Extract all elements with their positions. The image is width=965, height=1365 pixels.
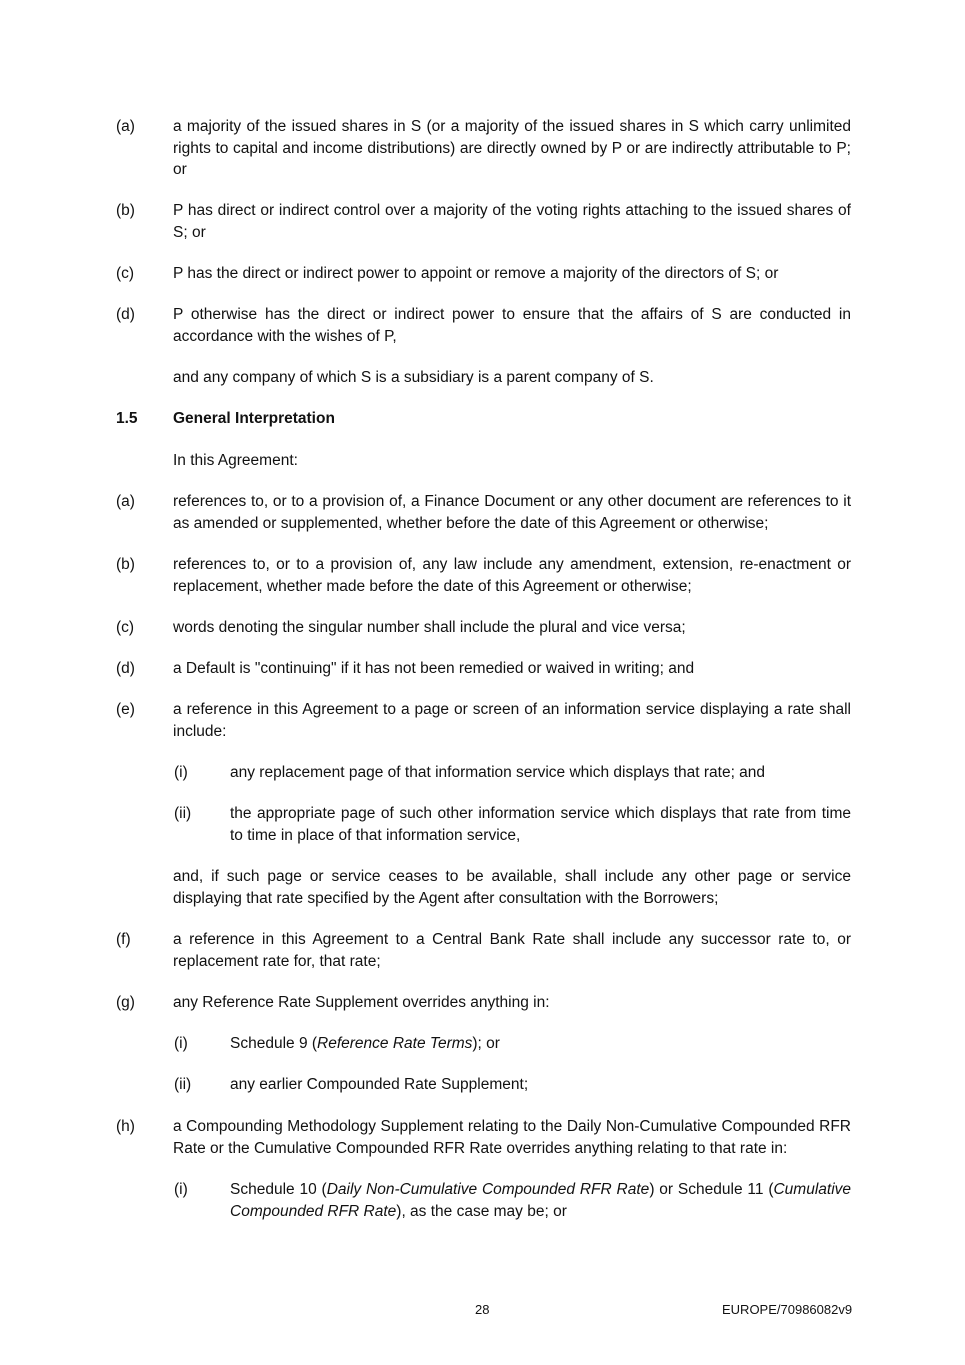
item-text: words denoting the singular number shall include the plural and vice versa; [173, 619, 686, 636]
item-label: (h) [116, 1118, 135, 1135]
item-text: a Default is "continuing" if it has not been remedied or waived in writing; and [173, 660, 695, 677]
italic-reference: Reference Rate Terms [317, 1035, 473, 1052]
document-reference: EUROPE/70986082v9 [722, 1302, 853, 1317]
closing-paragraph: and, if such page or service ceases to be available, shall include any other page or service displaying that rate specified by the Agent after consultation with the Borrowers; [173, 868, 851, 907]
item-label: (c) [116, 619, 135, 636]
subitem-label: (ii) [174, 1076, 192, 1093]
item-text: a Compounding Methodology Supplement relating to the Daily Non-Cumulative Compounded RFR Rate or the Cumulative Compounded RFR Rate overrides anything relating to that rate in: [173, 1118, 851, 1157]
text-run: Schedule 10 ( [230, 1181, 327, 1198]
item-label: (c) [116, 265, 135, 282]
item-label: (d) [116, 306, 135, 323]
subitem-label: (i) [174, 1181, 188, 1198]
text-run: ); or [472, 1035, 500, 1052]
italic-reference: Cumulative Compounded RFR Rate [230, 1181, 852, 1220]
text-run: Schedule 9 ( [230, 1035, 318, 1052]
item-label: (b) [116, 202, 135, 219]
item-text: references to, or to a provision of, a Finance Document or any other document are references to it as amended or supplemented, whether before the date of this Agreement or otherwise; [173, 493, 851, 532]
item-label: (e) [116, 701, 135, 718]
subitem-text [230, 1033, 851, 1055]
item-label: (f) [116, 931, 131, 948]
item-label: (g) [116, 994, 135, 1011]
section-title: General Interpretation [173, 410, 335, 427]
item-label: (a) [116, 493, 135, 510]
item-text: P has the direct or indirect power to appoint or remove a majority of the directors of S; or [173, 265, 779, 282]
subitem-text: any earlier Compounded Rate Supplement; [230, 1076, 529, 1093]
item-text: a reference in this Agreement to a page or screen of an information service displaying a rate shall include: [173, 701, 851, 740]
item-text: a majority of the issued shares in S (or a majority of the issued shares in S which carry unlimited rights to capital and income distributions) are directly owned by P or are indirectly attributable to P; or [173, 118, 851, 178]
subitem-label: (i) [174, 1035, 188, 1052]
page-number: 28 [475, 1302, 490, 1317]
subitem-label: (i) [174, 764, 188, 781]
italic-reference: Daily Non-Cumulative Compounded RFR Rate [326, 1181, 650, 1198]
subitem-label: (ii) [174, 805, 192, 822]
subitem-text: any replacement page of that information service which displays that rate; and [230, 764, 766, 781]
item-text: P has direct or indirect control over a majority of the voting rights attaching to the issued shares of S; or [173, 202, 851, 241]
item-text: a reference in this Agreement to a Central Bank Rate shall include any successor rate to, or replacement rate for, that rate; [173, 931, 851, 970]
text-run: ) or Schedule 11 ( [649, 1181, 774, 1198]
item-text: any Reference Rate Supplement overrides anything in: [173, 994, 550, 1011]
closing-paragraph: and any company of which S is a subsidiary is a parent company of S. [173, 369, 654, 386]
item-text: references to, or to a provision of, any law include any amendment, extension, re-enactment or replacement, whether made before the date of this Agreement or otherwise; [173, 556, 851, 595]
item-text: P otherwise has the direct or indirect power to ensure that the affairs of S are conducted in accordance with the wishes of P, [173, 306, 851, 345]
item-label: (b) [116, 556, 135, 573]
item-label: (a) [116, 118, 135, 135]
section-number: 1.5 [116, 410, 138, 427]
item-label: (d) [116, 660, 135, 677]
text-run: ), as the case may be; or [396, 1202, 567, 1220]
subitem-text [230, 1179, 851, 1222]
intro-paragraph: In this Agreement: [173, 452, 298, 469]
subitem-text: the appropriate page of such other information service which displays that rate from time to time in place of that information service, [230, 805, 851, 844]
